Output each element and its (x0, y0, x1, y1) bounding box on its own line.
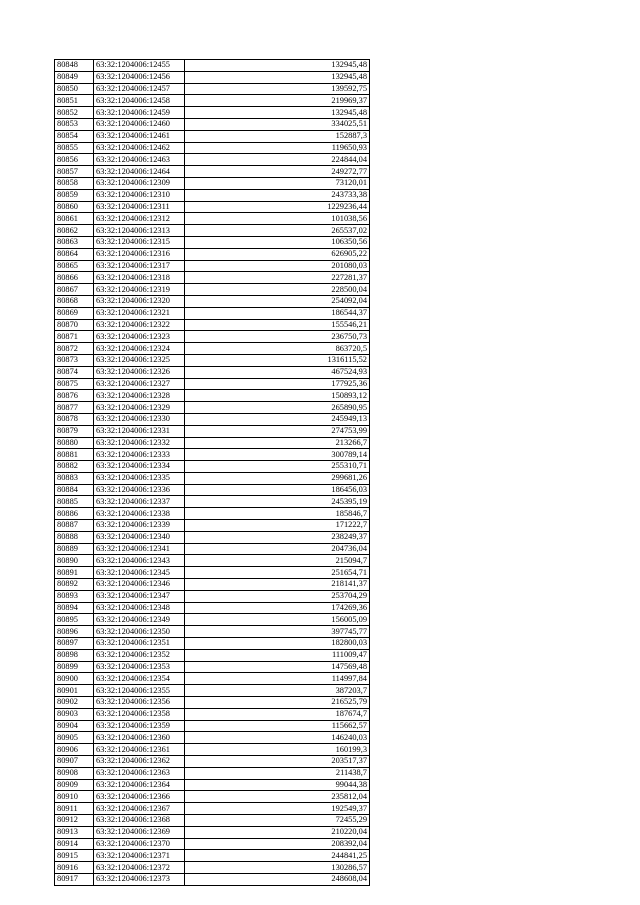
row-number-cell: 80880 (55, 437, 94, 449)
table-row (55, 862, 370, 874)
table-row (55, 732, 370, 744)
row-number-cell: 80874 (55, 366, 94, 378)
value-cell: 236750,73 (185, 331, 370, 343)
cadastral-number-cell: 63:32:1204006:12355 (94, 685, 185, 697)
cadastral-number-cell: 63:32:1204006:12373 (94, 873, 185, 885)
row-number-cell: 80906 (55, 744, 94, 756)
cadastral-number-cell: 63:32:1204006:12323 (94, 331, 185, 343)
value-cell: 150893,12 (185, 390, 370, 402)
value-cell: 101038,56 (185, 213, 370, 225)
value-cell: 245395,19 (185, 496, 370, 508)
row-number-cell: 80866 (55, 272, 94, 284)
cadastral-number-cell: 63:32:1204006:12461 (94, 130, 185, 142)
value-cell: 174269,36 (185, 602, 370, 614)
cadastral-number-cell: 63:32:1204006:12326 (94, 366, 185, 378)
value-cell: 219969,37 (185, 95, 370, 107)
value-cell: 254092,04 (185, 295, 370, 307)
cadastral-number-cell: 63:32:1204006:12349 (94, 614, 185, 626)
cadastral-number-cell: 63:32:1204006:12311 (94, 201, 185, 213)
cadastral-number-cell: 63:32:1204006:12458 (94, 95, 185, 107)
cadastral-number-cell: 63:32:1204006:12312 (94, 213, 185, 225)
cadastral-number-cell: 63:32:1204006:12358 (94, 708, 185, 720)
row-number-cell: 80888 (55, 531, 94, 543)
cadastral-number-cell: 63:32:1204006:12346 (94, 579, 185, 591)
table-row (55, 638, 370, 650)
cadastral-number-cell: 63:32:1204006:12361 (94, 744, 185, 756)
table-row (55, 815, 370, 827)
table-row (55, 225, 370, 237)
table-row (55, 602, 370, 614)
cadastral-number-cell: 63:32:1204006:12339 (94, 520, 185, 532)
value-cell: 72455,29 (185, 815, 370, 827)
row-number-cell: 80905 (55, 732, 94, 744)
value-cell: 216525,79 (185, 697, 370, 709)
row-number-cell: 80863 (55, 236, 94, 248)
row-number-cell: 80898 (55, 649, 94, 661)
cadastral-number-cell: 63:32:1204006:12337 (94, 496, 185, 508)
row-number-cell: 80859 (55, 189, 94, 201)
row-number-cell: 80877 (55, 402, 94, 414)
table-row (55, 107, 370, 119)
cadastral-number-cell: 63:32:1204006:12340 (94, 531, 185, 543)
value-cell: 387203,7 (185, 685, 370, 697)
table-row (55, 177, 370, 189)
value-cell: 73120,01 (185, 177, 370, 189)
table-row (55, 272, 370, 284)
value-cell: 182800,03 (185, 638, 370, 650)
row-number-cell: 80892 (55, 579, 94, 591)
row-number-cell: 80910 (55, 791, 94, 803)
cadastral-number-cell: 63:32:1204006:12464 (94, 166, 185, 178)
table-row (55, 248, 370, 260)
row-number-cell: 80894 (55, 602, 94, 614)
cadastral-number-cell: 63:32:1204006:12360 (94, 732, 185, 744)
table-row (55, 708, 370, 720)
row-number-cell: 80856 (55, 154, 94, 166)
cadastral-number-cell: 63:32:1204006:12313 (94, 225, 185, 237)
table-row (55, 71, 370, 83)
value-cell: 185846,7 (185, 508, 370, 520)
cadastral-number-cell: 63:32:1204006:12310 (94, 189, 185, 201)
row-number-cell: 80913 (55, 826, 94, 838)
cadastral-number-cell: 63:32:1204006:12353 (94, 661, 185, 673)
row-number-cell: 80917 (55, 873, 94, 885)
value-cell: 203517,37 (185, 756, 370, 768)
row-number-cell: 80875 (55, 378, 94, 390)
cadastral-number-cell: 63:32:1204006:12368 (94, 815, 185, 827)
value-cell: 243733,38 (185, 189, 370, 201)
row-number-cell: 80904 (55, 720, 94, 732)
cadastral-number-cell: 63:32:1204006:12457 (94, 83, 185, 95)
row-number-cell: 80909 (55, 779, 94, 791)
value-cell: 130286,57 (185, 862, 370, 874)
value-cell: 218141,37 (185, 579, 370, 591)
cadastral-number-cell: 63:32:1204006:12333 (94, 449, 185, 461)
value-cell: 215094,7 (185, 555, 370, 567)
table-row (55, 201, 370, 213)
row-number-cell: 80916 (55, 862, 94, 874)
table-row (55, 673, 370, 685)
table-row (55, 366, 370, 378)
table-row (55, 354, 370, 366)
row-number-cell: 80901 (55, 685, 94, 697)
row-number-cell: 80868 (55, 295, 94, 307)
cadastral-number-cell: 63:32:1204006:12354 (94, 673, 185, 685)
table-row (55, 531, 370, 543)
value-cell: 171222,7 (185, 520, 370, 532)
row-number-cell: 80908 (55, 767, 94, 779)
table-row (55, 402, 370, 414)
row-number-cell: 80884 (55, 484, 94, 496)
table-row (55, 130, 370, 142)
table-row (55, 756, 370, 768)
cadastral-number-cell: 63:32:1204006:12370 (94, 838, 185, 850)
value-cell: 177925,36 (185, 378, 370, 390)
value-cell: 249272,77 (185, 166, 370, 178)
value-cell: 227281,37 (185, 272, 370, 284)
table-row (55, 461, 370, 473)
value-cell: 626905,22 (185, 248, 370, 260)
row-number-cell: 80865 (55, 260, 94, 272)
value-cell: 251654,71 (185, 567, 370, 579)
cadastral-number-cell: 63:32:1204006:12329 (94, 402, 185, 414)
table-row (55, 378, 370, 390)
table-row (55, 307, 370, 319)
row-number-cell: 80867 (55, 284, 94, 296)
cadastral-number-cell: 63:32:1204006:12327 (94, 378, 185, 390)
row-number-cell: 80900 (55, 673, 94, 685)
table-row (55, 437, 370, 449)
table-row (55, 590, 370, 602)
table-row (55, 154, 370, 166)
table-row (55, 295, 370, 307)
row-number-cell: 80893 (55, 590, 94, 602)
value-cell: 467524,93 (185, 366, 370, 378)
table-row (55, 744, 370, 756)
row-number-cell: 80907 (55, 756, 94, 768)
value-cell: 1229236,44 (185, 201, 370, 213)
cadastral-number-cell: 63:32:1204006:12347 (94, 590, 185, 602)
table-row (55, 567, 370, 579)
cadastral-number-cell: 63:32:1204006:12318 (94, 272, 185, 284)
row-number-cell: 80883 (55, 472, 94, 484)
table-row (55, 543, 370, 555)
value-cell: 201080,03 (185, 260, 370, 272)
value-cell: 106350,56 (185, 236, 370, 248)
cadastral-number-cell: 63:32:1204006:12315 (94, 236, 185, 248)
cadastral-number-cell: 63:32:1204006:12460 (94, 118, 185, 130)
cadastral-number-cell: 63:32:1204006:12351 (94, 638, 185, 650)
cadastral-number-cell: 63:32:1204006:12364 (94, 779, 185, 791)
cadastral-number-cell: 63:32:1204006:12356 (94, 697, 185, 709)
value-cell: 211438,7 (185, 767, 370, 779)
value-cell: 299681,26 (185, 472, 370, 484)
table-row (55, 767, 370, 779)
table-row (55, 118, 370, 130)
cadastral-number-cell: 63:32:1204006:12372 (94, 862, 185, 874)
value-cell: 132945,48 (185, 60, 370, 72)
cadastral-number-cell: 63:32:1204006:12343 (94, 555, 185, 567)
row-number-cell: 80855 (55, 142, 94, 154)
cadastral-number-cell: 63:32:1204006:12321 (94, 307, 185, 319)
value-cell: 111009,47 (185, 649, 370, 661)
table-row (55, 213, 370, 225)
row-number-cell: 80850 (55, 83, 94, 95)
row-number-cell: 80862 (55, 225, 94, 237)
row-number-cell: 80878 (55, 413, 94, 425)
value-cell: 192549,37 (185, 803, 370, 815)
row-number-cell: 80896 (55, 626, 94, 638)
cadastral-number-cell: 63:32:1204006:12352 (94, 649, 185, 661)
cadastral-number-cell: 63:32:1204006:12335 (94, 472, 185, 484)
table-row (55, 484, 370, 496)
cadastral-number-cell: 63:32:1204006:12341 (94, 543, 185, 555)
cadastral-number-cell: 63:32:1204006:12363 (94, 767, 185, 779)
row-number-cell: 80914 (55, 838, 94, 850)
table-row (55, 343, 370, 355)
cadastral-number-cell: 63:32:1204006:12359 (94, 720, 185, 732)
value-cell: 224844,04 (185, 154, 370, 166)
table-row (55, 508, 370, 520)
table-row (55, 661, 370, 673)
value-cell: 253704,29 (185, 590, 370, 602)
cadastral-number-cell: 63:32:1204006:12371 (94, 850, 185, 862)
value-cell: 334025,51 (185, 118, 370, 130)
cadastral-number-cell: 63:32:1204006:12456 (94, 71, 185, 83)
value-cell: 132945,48 (185, 71, 370, 83)
row-number-cell: 80876 (55, 390, 94, 402)
cadastral-number-cell: 63:32:1204006:12369 (94, 826, 185, 838)
table-row (55, 425, 370, 437)
cadastral-number-cell: 63:32:1204006:12459 (94, 107, 185, 119)
table-row (55, 95, 370, 107)
value-cell: 187674,7 (185, 708, 370, 720)
row-number-cell: 80870 (55, 319, 94, 331)
row-number-cell: 80853 (55, 118, 94, 130)
value-cell: 152887,3 (185, 130, 370, 142)
value-cell: 132945,48 (185, 107, 370, 119)
value-cell: 139592,75 (185, 83, 370, 95)
value-cell: 210220,04 (185, 826, 370, 838)
table-row (55, 520, 370, 532)
row-number-cell: 80882 (55, 461, 94, 473)
cadastral-number-cell: 63:32:1204006:12322 (94, 319, 185, 331)
row-number-cell: 80887 (55, 520, 94, 532)
table-row (55, 189, 370, 201)
row-number-cell: 80873 (55, 354, 94, 366)
row-number-cell: 80885 (55, 496, 94, 508)
row-number-cell: 80872 (55, 343, 94, 355)
cadastral-number-cell: 63:32:1204006:12324 (94, 343, 185, 355)
table-row (55, 496, 370, 508)
table-row (55, 697, 370, 709)
table-row (55, 649, 370, 661)
row-number-cell: 80858 (55, 177, 94, 189)
value-cell: 119650,93 (185, 142, 370, 154)
row-number-cell: 80899 (55, 661, 94, 673)
row-number-cell: 80911 (55, 803, 94, 815)
table-row (55, 614, 370, 626)
row-number-cell: 80849 (55, 71, 94, 83)
cadastral-number-cell: 63:32:1204006:12309 (94, 177, 185, 189)
value-cell: 235812,04 (185, 791, 370, 803)
table-row (55, 390, 370, 402)
cadastral-number-cell: 63:32:1204006:12455 (94, 60, 185, 72)
value-cell: 238249,37 (185, 531, 370, 543)
table-row (55, 83, 370, 95)
table-row (55, 720, 370, 732)
table-row (55, 60, 370, 72)
row-number-cell: 80897 (55, 638, 94, 650)
value-cell: 204736,04 (185, 543, 370, 555)
value-cell: 300789,14 (185, 449, 370, 461)
cadastral-number-cell: 63:32:1204006:12330 (94, 413, 185, 425)
row-number-cell: 80860 (55, 201, 94, 213)
value-cell: 248608,04 (185, 873, 370, 885)
table-row (55, 284, 370, 296)
table-row (55, 449, 370, 461)
cadastral-number-cell: 63:32:1204006:12350 (94, 626, 185, 638)
row-number-cell: 80848 (55, 60, 94, 72)
value-cell: 114997,84 (185, 673, 370, 685)
row-number-cell: 80912 (55, 815, 94, 827)
row-number-cell: 80854 (55, 130, 94, 142)
row-number-cell: 80864 (55, 248, 94, 260)
cadastral-number-cell: 63:32:1204006:12366 (94, 791, 185, 803)
row-number-cell: 80890 (55, 555, 94, 567)
cadastral-number-cell: 63:32:1204006:12316 (94, 248, 185, 260)
table-row (55, 626, 370, 638)
table-row (55, 791, 370, 803)
value-cell: 99044,38 (185, 779, 370, 791)
table-row (55, 413, 370, 425)
value-cell: 245949,13 (185, 413, 370, 425)
row-number-cell: 80852 (55, 107, 94, 119)
value-cell: 155546,21 (185, 319, 370, 331)
value-cell: 228500,04 (185, 284, 370, 296)
value-cell: 244841,25 (185, 850, 370, 862)
table-row (55, 166, 370, 178)
cadastral-number-cell: 63:32:1204006:12332 (94, 437, 185, 449)
table-body (55, 60, 370, 886)
row-number-cell: 80851 (55, 95, 94, 107)
row-number-cell: 80915 (55, 850, 94, 862)
value-cell: 213266,7 (185, 437, 370, 449)
row-number-cell: 80879 (55, 425, 94, 437)
cadastral-number-cell: 63:32:1204006:12345 (94, 567, 185, 579)
row-number-cell: 80903 (55, 708, 94, 720)
value-cell: 156005,09 (185, 614, 370, 626)
table-row (55, 331, 370, 343)
value-cell: 863720,5 (185, 343, 370, 355)
cadastral-number-cell: 63:32:1204006:12338 (94, 508, 185, 520)
value-cell: 186544,37 (185, 307, 370, 319)
table-row (55, 472, 370, 484)
row-number-cell: 80891 (55, 567, 94, 579)
table-row (55, 236, 370, 248)
row-number-cell: 80869 (55, 307, 94, 319)
row-number-cell: 80871 (55, 331, 94, 343)
table-row (55, 260, 370, 272)
value-cell: 115662,57 (185, 720, 370, 732)
data-table (54, 59, 370, 886)
value-cell: 255310,71 (185, 461, 370, 473)
table-row (55, 579, 370, 591)
row-number-cell: 80895 (55, 614, 94, 626)
value-cell: 146240,03 (185, 732, 370, 744)
cadastral-number-cell: 63:32:1204006:12334 (94, 461, 185, 473)
value-cell: 1316115,52 (185, 354, 370, 366)
row-number-cell: 80889 (55, 543, 94, 555)
table-row (55, 142, 370, 154)
table-row (55, 850, 370, 862)
table-row (55, 555, 370, 567)
cadastral-number-cell: 63:32:1204006:12331 (94, 425, 185, 437)
table-row (55, 779, 370, 791)
table-row (55, 826, 370, 838)
value-cell: 274753,99 (185, 425, 370, 437)
cadastral-number-cell: 63:32:1204006:12320 (94, 295, 185, 307)
row-number-cell: 80902 (55, 697, 94, 709)
value-cell: 147569,48 (185, 661, 370, 673)
row-number-cell: 80886 (55, 508, 94, 520)
cadastral-number-cell: 63:32:1204006:12328 (94, 390, 185, 402)
table-row (55, 803, 370, 815)
cadastral-number-cell: 63:32:1204006:12362 (94, 756, 185, 768)
cadastral-number-cell: 63:32:1204006:12463 (94, 154, 185, 166)
value-cell: 265890,95 (185, 402, 370, 414)
table-row (55, 685, 370, 697)
table-row (55, 319, 370, 331)
cadastral-number-cell: 63:32:1204006:12367 (94, 803, 185, 815)
cadastral-number-cell: 63:32:1204006:12348 (94, 602, 185, 614)
value-cell: 160199,3 (185, 744, 370, 756)
value-cell: 397745,77 (185, 626, 370, 638)
value-cell: 186456,03 (185, 484, 370, 496)
value-cell: 265537,02 (185, 225, 370, 237)
cadastral-number-cell: 63:32:1204006:12319 (94, 284, 185, 296)
cadastral-number-cell: 63:32:1204006:12325 (94, 354, 185, 366)
table-row (55, 873, 370, 885)
row-number-cell: 80857 (55, 166, 94, 178)
value-cell: 208392,04 (185, 838, 370, 850)
table-row (55, 838, 370, 850)
cadastral-number-cell: 63:32:1204006:12317 (94, 260, 185, 272)
row-number-cell: 80881 (55, 449, 94, 461)
cadastral-number-cell: 63:32:1204006:12462 (94, 142, 185, 154)
row-number-cell: 80861 (55, 213, 94, 225)
cadastral-number-cell: 63:32:1204006:12336 (94, 484, 185, 496)
